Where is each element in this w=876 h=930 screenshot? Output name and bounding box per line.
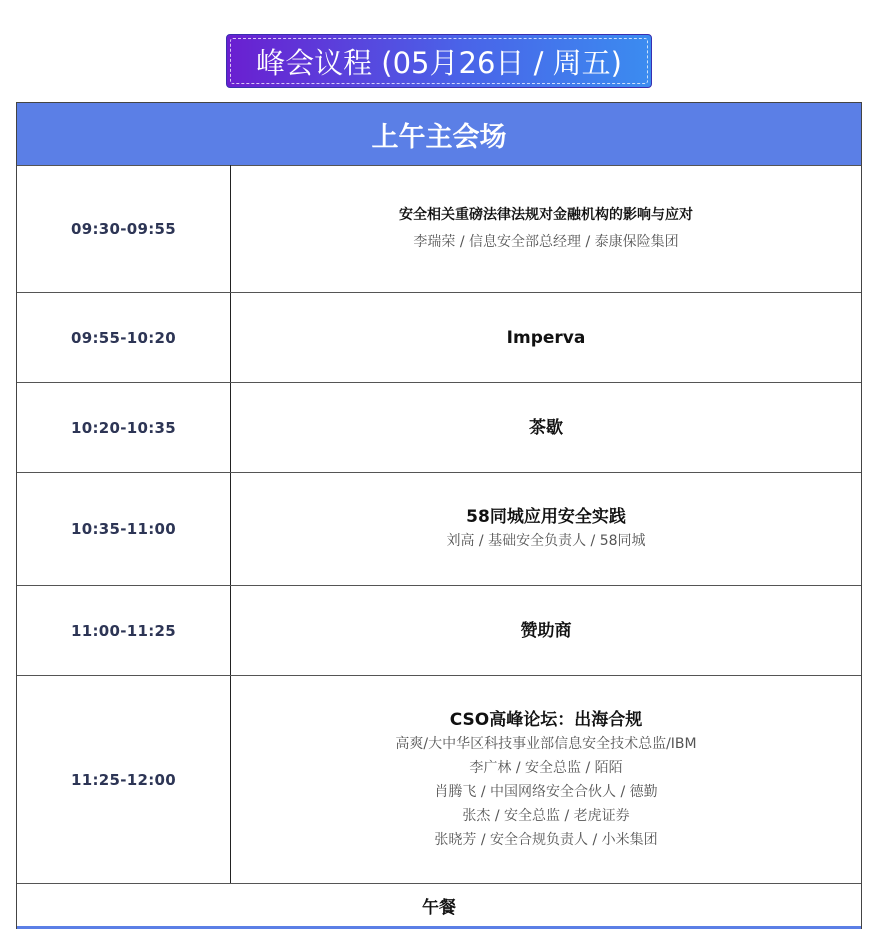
session-time: 10:20-10:35: [17, 383, 231, 472]
agenda-title: 峰会议程 (05月26日 / 周五): [256, 45, 622, 80]
agenda-row: [17, 293, 861, 383]
agenda-row: [17, 676, 861, 884]
lunch-label: 午餐: [422, 897, 456, 918]
session-content: [231, 586, 861, 675]
agenda-row: [17, 165, 861, 293]
session-content: [231, 293, 861, 382]
session-content: [231, 473, 861, 585]
session-time: 09:55-10:20: [17, 293, 231, 382]
agenda-row: [17, 586, 861, 676]
session-speaker: 张杰 / 安全总监 / 老虎证券: [462, 807, 630, 824]
session-speaker: 李瑞荣 / 信息安全部总经理 / 泰康保险集团: [413, 233, 679, 250]
session-content: [231, 383, 861, 472]
session-content: [231, 676, 861, 883]
table-bottom-bar: [17, 926, 861, 929]
agenda-title-banner: [226, 34, 652, 88]
agenda-row: [17, 473, 861, 586]
section-title: 上午主会场: [371, 121, 507, 153]
session-speaker: 刘高 / 基础安全负责人 / 58同城: [446, 533, 646, 549]
session-topic: 茶歇: [529, 417, 563, 438]
session-content: [231, 165, 861, 292]
agenda-table: [16, 102, 862, 929]
session-time: 09:30-09:55: [17, 165, 231, 292]
agenda-row: [17, 383, 861, 473]
section-header: [17, 103, 861, 166]
session-time: 10:35-11:00: [17, 473, 231, 585]
session-time: 11:00-11:25: [17, 586, 231, 675]
session-topic: CSO高峰论坛：出海合规: [449, 709, 643, 730]
session-speaker: 张晓芳 / 安全合规负责人 / 小米集团: [434, 831, 658, 848]
session-speaker: 肖腾飞 / 中国网络安全合伙人 / 德勤: [434, 783, 658, 800]
session-time: 11:25-12:00: [17, 676, 231, 883]
lunch-row: [17, 884, 861, 926]
session-speaker: 高爽/大中华区科技事业部信息安全技术总监/IBM: [395, 735, 697, 752]
session-topic: 58同城应用安全实践: [466, 507, 626, 527]
session-topic: Imperva: [506, 327, 586, 348]
session-topic: 安全相关重磅法律法规对金融机构的影响与应对: [399, 206, 693, 223]
session-speaker: 李广林 / 安全总监 / 陌陌: [469, 759, 623, 776]
session-topic: 赞助商: [520, 620, 572, 641]
